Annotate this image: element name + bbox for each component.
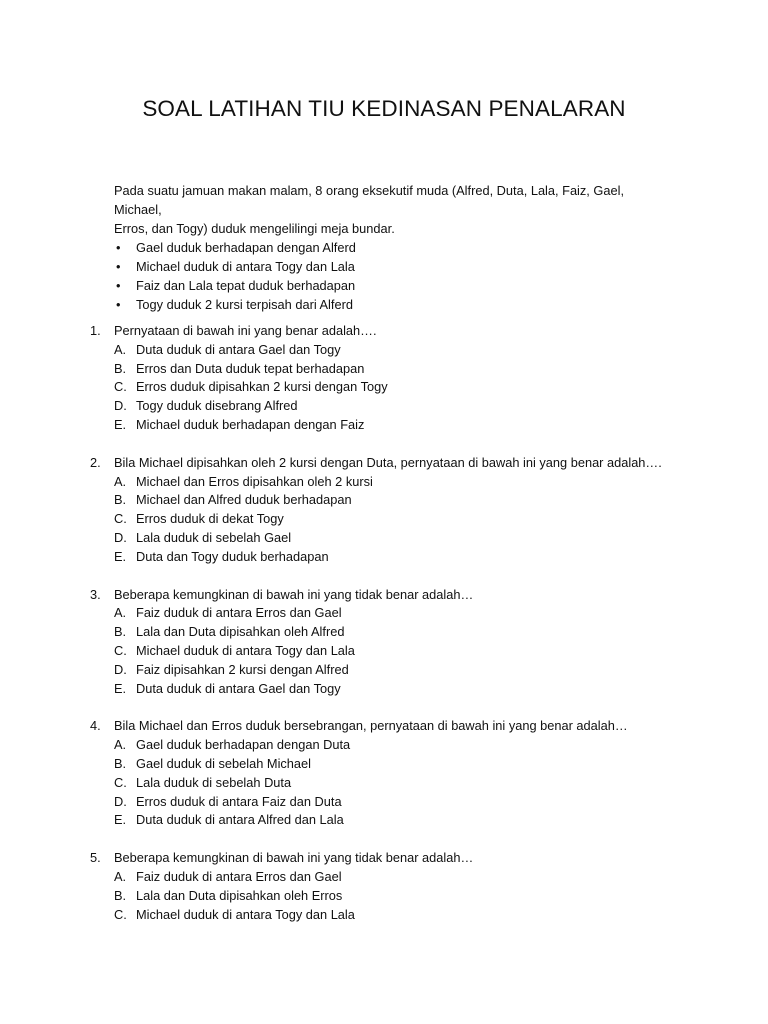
option-letter: A. (114, 737, 127, 753)
question-number: 3. (90, 586, 101, 602)
option-item (90, 736, 730, 755)
option-item (90, 774, 730, 793)
option-letter: D. (114, 398, 127, 414)
page-title: SOAL LATIHAN TIU KEDINASAN PENALARAN (142, 96, 626, 121)
question-text: Bila Michael dan Erros duduk bersebrangan, pernyataan di bawah ini yang benar adalah… (114, 718, 628, 734)
question-number: 2. (90, 454, 101, 470)
option-letter: A. (114, 868, 127, 884)
condition-item (114, 238, 674, 257)
option-text: Faiz duduk di antara Erros dan Gael (136, 605, 342, 621)
intro-paragraph-line-1: Pada suatu jamuan makan malam, 8 orang eksekutif muda (Alfred, Duta, Lala, Faiz, Gael, Michael, (114, 183, 625, 217)
option-text: Faiz dipisahkan 2 kursi dengan Alfred (136, 661, 349, 677)
option-item (90, 360, 730, 379)
option-text: Faiz duduk di antara Erros dan Gael (136, 868, 342, 884)
option-letter: A. (114, 473, 127, 489)
option-letter: C. (114, 511, 127, 527)
option-text: Duta duduk di antara Gael dan Togy (136, 680, 341, 696)
option-text: Duta duduk di antara Alfred dan Lala (136, 812, 344, 828)
option-text: Michael dan Alfred duduk berhadapan (136, 492, 352, 508)
condition-text: Faiz dan Lala tepat duduk berhadapan (136, 278, 356, 293)
option-text: Lala duduk di sebelah Gael (136, 529, 292, 545)
question-text: Beberapa kemungkinan di bawah ini yang tidak benar adalah… (114, 850, 474, 866)
option-list (90, 341, 730, 435)
option-letter: E. (114, 416, 127, 432)
bullet-icon: • (116, 297, 121, 312)
condition-item (114, 295, 674, 314)
option-item (90, 661, 730, 680)
question-text: Beberapa kemungkinan di bawah ini yang tidak benar adalah… (114, 586, 474, 602)
option-list (90, 473, 730, 567)
option-text: Gael duduk di sebelah Michael (136, 755, 312, 771)
option-item (90, 680, 730, 699)
option-letter: C. (114, 906, 127, 922)
condition-list (114, 238, 674, 314)
option-item (90, 529, 730, 548)
option-letter: B. (114, 360, 127, 376)
option-item (90, 906, 730, 925)
bullet-icon: • (116, 240, 121, 255)
option-text: Togy duduk disebrang Alfred (136, 398, 298, 414)
option-letter: D. (114, 793, 127, 809)
option-item (90, 793, 730, 812)
option-item (90, 811, 730, 830)
option-item (90, 378, 730, 397)
option-letter: B. (114, 624, 127, 640)
option-letter: C. (114, 379, 127, 395)
option-list (90, 736, 730, 830)
condition-text: Gael duduk berhadapan dengan Alferd (136, 240, 356, 255)
condition-text: Michael duduk di antara Togy dan Lala (136, 259, 355, 274)
option-text: Duta duduk di antara Gael dan Togy (136, 341, 341, 357)
question-list (90, 322, 730, 943)
option-text: Michael duduk di antara Togy dan Lala (136, 906, 355, 922)
option-letter: E. (114, 812, 127, 828)
option-letter: C. (114, 642, 127, 658)
option-item (90, 642, 730, 661)
question-text: Pernyataan di bawah ini yang benar adalah…. (114, 323, 377, 338)
option-item (90, 548, 730, 567)
option-text: Erros duduk dipisahkan 2 kursi dengan Togy (136, 379, 388, 395)
option-text: Michael duduk berhadapan dengan Faiz (136, 416, 365, 432)
bullet-icon: • (116, 259, 121, 274)
intro-section (114, 181, 674, 314)
question-2 (90, 454, 730, 567)
condition-item (114, 257, 674, 276)
option-item (90, 416, 730, 435)
option-item (90, 623, 730, 642)
question-number: 1. (90, 323, 101, 338)
option-list (90, 868, 730, 924)
option-item (90, 887, 730, 906)
condition-item (114, 276, 674, 295)
question-number: 4. (90, 718, 101, 734)
option-item (90, 604, 730, 623)
option-letter: E. (114, 548, 127, 564)
option-item (90, 510, 730, 529)
option-item (90, 341, 730, 360)
option-item (90, 397, 730, 416)
option-letter: A. (114, 605, 127, 621)
option-text: Erros duduk di antara Faiz dan Duta (136, 793, 342, 809)
question-1 (90, 322, 730, 435)
option-letter: D. (114, 529, 127, 545)
option-text: Michael dan Erros dipisahkan oleh 2 kursi (136, 473, 373, 489)
question-text: Bila Michael dipisahkan oleh 2 kursi dengan Duta, pernyataan di bawah ini yang benar adalah…. (114, 454, 662, 470)
option-item (90, 473, 730, 492)
option-text: Gael duduk berhadapan dengan Duta (136, 737, 351, 753)
option-text: Michael duduk di antara Togy dan Lala (136, 642, 355, 658)
option-letter: D. (114, 661, 127, 677)
option-text: Lala dan Duta dipisahkan oleh Alfred (136, 624, 345, 640)
option-text: Lala dan Duta dipisahkan oleh Erros (136, 887, 343, 903)
option-item (90, 868, 730, 887)
option-text: Duta dan Togy duduk berhadapan (136, 548, 329, 564)
option-letter: A. (114, 341, 127, 357)
option-letter: B. (114, 755, 127, 771)
question-number: 5. (90, 850, 101, 866)
question-3 (90, 586, 730, 699)
option-item (90, 491, 730, 510)
option-list (90, 604, 730, 698)
option-letter: B. (114, 492, 127, 508)
option-text: Lala duduk di sebelah Duta (136, 774, 292, 790)
intro-paragraph-line-2: Erros, dan Togy) duduk mengelilingi meja bundar. (114, 221, 395, 236)
bullet-icon: • (116, 278, 121, 293)
option-letter: E. (114, 680, 127, 696)
question-4 (90, 717, 730, 830)
option-letter: B. (114, 887, 127, 903)
option-item (90, 755, 730, 774)
option-text: Erros dan Duta duduk tepat berhadapan (136, 360, 365, 376)
option-letter: C. (114, 774, 127, 790)
question-5 (90, 849, 730, 924)
option-text: Erros duduk di dekat Togy (136, 511, 284, 527)
condition-text: Togy duduk 2 kursi terpisah dari Alferd (136, 297, 353, 312)
